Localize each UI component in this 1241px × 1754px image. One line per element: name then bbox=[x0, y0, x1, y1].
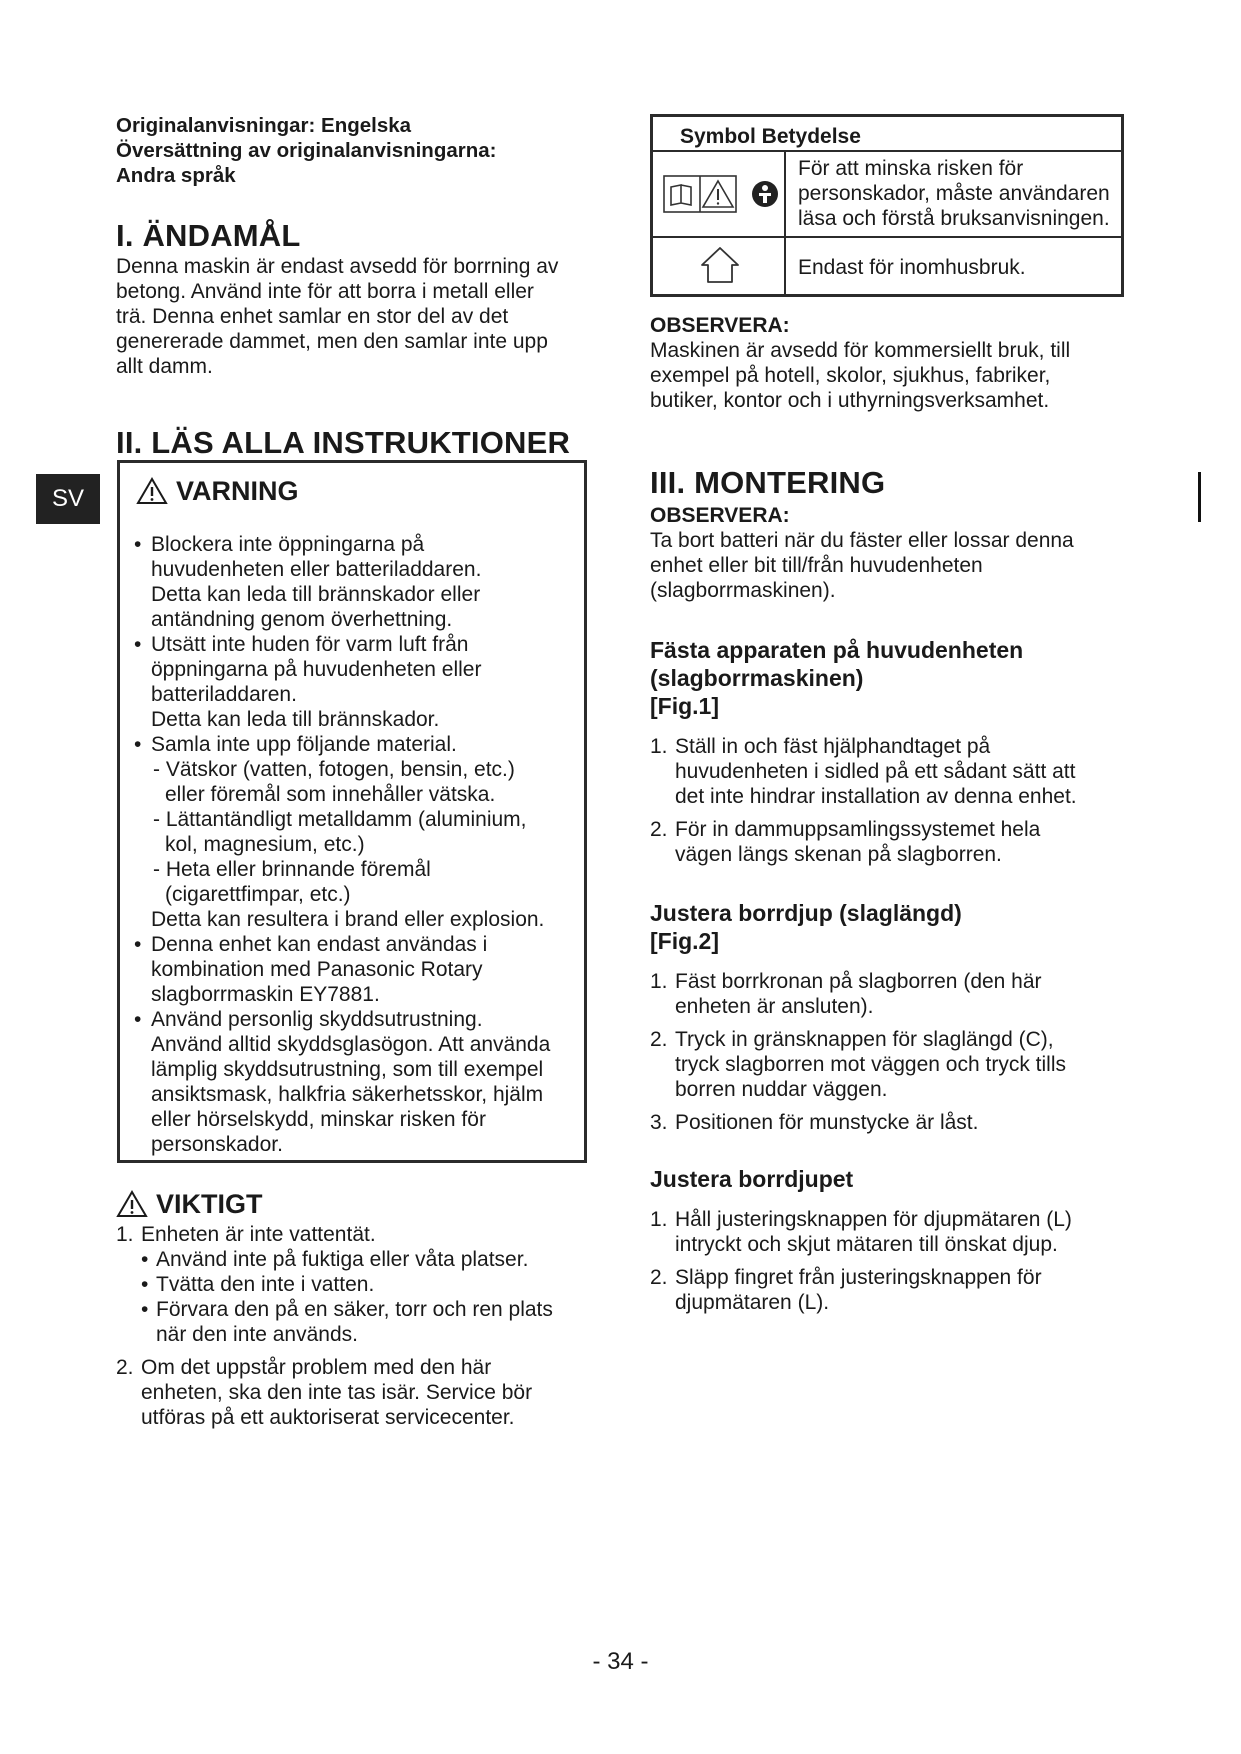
purpose-text bbox=[116, 254, 596, 379]
item-number: 2. bbox=[650, 1266, 668, 1289]
list-item bbox=[134, 632, 574, 732]
note-text bbox=[650, 338, 1130, 413]
list-item bbox=[116, 1222, 606, 1247]
item-number: 1. bbox=[650, 970, 668, 993]
text-line: eller hörselskydd, minskar risken för bbox=[151, 1108, 486, 1131]
text-line: kol, magnesium, etc.) bbox=[165, 833, 365, 856]
section-title-assembly: III. MONTERING bbox=[650, 465, 886, 500]
text-line: genererade dammet, men den samlar inte upp bbox=[116, 330, 548, 353]
warning-list bbox=[134, 532, 574, 1157]
text-line: [Fig.1] bbox=[650, 693, 719, 719]
text-line: Tryck in gränsknappen för slaglängd (C), bbox=[675, 1028, 1054, 1051]
item-number: 1. bbox=[650, 735, 668, 758]
text-line: Om det uppstår problem med den här bbox=[141, 1356, 492, 1379]
text-line: Ta bort batteri när du fäster eller lossar denna bbox=[650, 529, 1074, 552]
list-item bbox=[116, 1297, 606, 1347]
text-line: antändning genom överhettning. bbox=[151, 608, 453, 631]
item-number: 2. bbox=[650, 818, 668, 841]
note-text bbox=[650, 528, 1130, 603]
text-line: djupmätaren (L). bbox=[675, 1291, 830, 1314]
important-section bbox=[116, 1188, 606, 1430]
text-line: Detta kan leda till brännskador. bbox=[151, 708, 440, 731]
sub-list bbox=[134, 757, 574, 907]
text-line: (slagborrmaskinen). bbox=[650, 579, 836, 602]
text-line: Denna maskin är endast avsedd för borrning av bbox=[116, 255, 559, 278]
text-line: huvudenheten eller batteriladdaren. bbox=[151, 558, 482, 581]
indoor-use-meaning: Endast för inomhusbruk. bbox=[798, 256, 1026, 279]
text-line: Detta kan leda till brännskador eller bbox=[151, 583, 481, 606]
text-line: • Använd inte på fuktiga eller våta platser. bbox=[156, 1248, 529, 1271]
text-line: ansiktsmask, halkfria säkerhetsskor, hjälm bbox=[151, 1083, 544, 1106]
section-title-read-instructions: II. LÄS ALLA INSTRUKTIONER bbox=[116, 425, 571, 460]
list-item bbox=[134, 1007, 574, 1157]
subsection-heading-adjust-depth: Justera borrdjupet bbox=[650, 1166, 854, 1192]
text-line: • Utsätt inte huden för varm luft från bbox=[151, 633, 469, 656]
warning-heading bbox=[136, 475, 299, 507]
symbol-table bbox=[650, 114, 1124, 297]
text-line: - Vätskor (vatten, fotogen, bensin, etc.) bbox=[153, 758, 515, 781]
table-divider bbox=[653, 150, 1121, 152]
warning-triangle-icon bbox=[136, 477, 168, 505]
text-line: - Heta eller brinnande föremål bbox=[153, 858, 431, 881]
item-number: 2. bbox=[650, 1028, 668, 1051]
text-line: personskador. bbox=[151, 1133, 283, 1156]
list-item bbox=[134, 932, 574, 1007]
text-line: Håll justeringsknappen för djupmätaren (L) bbox=[675, 1208, 1072, 1231]
text-line: enheten är ansluten). bbox=[675, 995, 874, 1018]
list-item bbox=[650, 1110, 1130, 1135]
subsection-heading-drill-depth bbox=[650, 899, 1130, 955]
subsection-heading-attach bbox=[650, 636, 1130, 720]
left-column-top bbox=[116, 113, 596, 461]
original-language-line: Originalanvisningar: Engelska bbox=[116, 114, 412, 137]
page-number: - 34 - bbox=[592, 1648, 649, 1675]
list-item bbox=[116, 1272, 606, 1297]
read-manual-icon bbox=[663, 175, 781, 215]
warning-title: VARNING bbox=[176, 476, 299, 506]
text-line: Enheten är inte vattentät. bbox=[141, 1223, 376, 1246]
text-line: • Förvara den på en säker, torr och ren plats bbox=[156, 1298, 553, 1321]
item-number: 2. bbox=[116, 1356, 134, 1379]
text-line: batteriladdaren. bbox=[151, 683, 297, 706]
text-line: • Använd personlig skyddsutrustning. bbox=[151, 1008, 483, 1031]
margin-rule bbox=[1198, 472, 1201, 522]
item-number: 3. bbox=[650, 1111, 668, 1134]
adjust-depth-steps bbox=[650, 1207, 1130, 1315]
text-line: Ställ in och fäst hjälphandtaget på bbox=[675, 735, 991, 758]
text-line: (slagborrmaskinen) bbox=[650, 665, 864, 691]
list-item bbox=[134, 732, 574, 757]
list-item bbox=[116, 1247, 606, 1272]
text-line: enheten, ska den inte tas isär. Service bör bbox=[141, 1381, 533, 1404]
right-column bbox=[650, 313, 1130, 1315]
text-line: lämplig skyddsutrustning, som till exempel bbox=[151, 1058, 544, 1081]
text-line: det inte hindrar installation av denna enhet. bbox=[675, 785, 1077, 808]
text-line: huvudenheten i sidled på ett sådant sätt att bbox=[675, 760, 1076, 783]
text-line: • Tvätta den inte i vatten. bbox=[156, 1273, 375, 1296]
text-line: enhet eller bit till/från huvudenheten bbox=[650, 554, 983, 577]
warning-box bbox=[117, 460, 587, 1163]
important-list bbox=[116, 1222, 606, 1430]
list-item bbox=[116, 1355, 606, 1430]
list-item bbox=[650, 1265, 1130, 1315]
list-item bbox=[650, 734, 1130, 809]
section-title-purpose: I. ÄNDAMÅL bbox=[116, 218, 301, 253]
important-heading bbox=[116, 1188, 606, 1220]
text-line: För att minska risken för bbox=[798, 157, 1024, 180]
text-line: • Blockera inte öppningarna på bbox=[151, 533, 425, 556]
language-tab: SV bbox=[36, 474, 100, 524]
list-item bbox=[650, 969, 1130, 1019]
read-manual-meaning bbox=[798, 156, 1110, 231]
important-title: VIKTIGT bbox=[156, 1189, 263, 1219]
text-line: Släpp fingret från justeringsknappen för bbox=[675, 1266, 1042, 1289]
text-line: [Fig.2] bbox=[650, 928, 719, 954]
text-line: trä. Denna enhet samlar en stor del av det bbox=[116, 305, 509, 328]
translation-line: Översättning av originalanvisningarna: bbox=[116, 139, 497, 162]
text-line: personskador, måste användaren bbox=[798, 182, 1110, 205]
list-item bbox=[134, 532, 574, 632]
text-line: kombination med Panasonic Rotary bbox=[151, 958, 483, 981]
text-line: butiker, kontor och i uthyrningsverksamhet. bbox=[650, 389, 1050, 412]
text-line: borren nuddar väggen. bbox=[675, 1078, 888, 1101]
text-line: Detta kan resultera i brand eller explosion. bbox=[151, 908, 545, 931]
text-line: För in dammuppsamlingssystemet hela bbox=[675, 818, 1041, 841]
text-line: allt damm. bbox=[116, 355, 213, 378]
list-item bbox=[650, 1027, 1130, 1102]
text-line: Positionen för munstycke är låst. bbox=[675, 1111, 979, 1134]
note-label: OBSERVERA: bbox=[650, 314, 790, 337]
text-line: Fäst borrkronan på slagborren (den här bbox=[675, 970, 1042, 993]
text-line: läsa och förstå bruksanvisningen. bbox=[798, 207, 1110, 230]
attach-steps bbox=[650, 734, 1130, 867]
item-number: 1. bbox=[650, 1208, 668, 1231]
text-line: tryck slagborren mot väggen och tryck tills bbox=[675, 1053, 1066, 1076]
warning-triangle-icon bbox=[116, 1190, 148, 1218]
text-line: • Denna enhet kan endast användas i bbox=[151, 933, 488, 956]
item-number: 1. bbox=[116, 1223, 134, 1246]
text-line: eller föremål som innehåller vätska. bbox=[165, 783, 496, 806]
table-header: Symbol Betydelse bbox=[680, 125, 861, 148]
note-label: OBSERVERA: bbox=[650, 504, 790, 527]
text-line: när den inte används. bbox=[156, 1323, 358, 1346]
text-line: Maskinen är avsedd för kommersiellt bruk, till bbox=[650, 339, 1071, 362]
text-line: Använd alltid skyddsglasögon. Att använda bbox=[151, 1033, 551, 1056]
list-item bbox=[650, 817, 1130, 867]
text-line: utföras på ett auktoriserat servicecenter. bbox=[141, 1406, 515, 1429]
text-line: Justera borrdjup (slaglängd) bbox=[650, 900, 962, 926]
text-line: Fästa apparaten på huvudenheten bbox=[650, 637, 1024, 663]
text-line: • Samla inte upp följande material. bbox=[151, 733, 457, 756]
text-line: intryckt och skjut mätaren till önskat djup. bbox=[675, 1233, 1058, 1256]
text-line: (cigarettfimpar, etc.) bbox=[165, 883, 351, 906]
text-line: slagborrmaskin EY7881. bbox=[151, 983, 380, 1006]
table-divider bbox=[653, 236, 1121, 238]
text-line: vägen längs skenan på slagborren. bbox=[675, 843, 1002, 866]
text-line: öppningarna på huvudenheten eller bbox=[151, 658, 482, 681]
drill-depth-steps bbox=[650, 969, 1130, 1135]
table-divider bbox=[784, 152, 786, 294]
indoor-use-house-icon bbox=[699, 245, 741, 285]
list-item bbox=[650, 1207, 1130, 1257]
other-languages-line: Andra språk bbox=[116, 164, 236, 187]
text-line: exempel på hotell, skolor, sjukhus, fabriker, bbox=[650, 364, 1051, 387]
text-line: betong. Använd inte för att borra i metall eller bbox=[116, 280, 534, 303]
text-line: - Lättantändligt metalldamm (aluminium, bbox=[153, 808, 527, 831]
